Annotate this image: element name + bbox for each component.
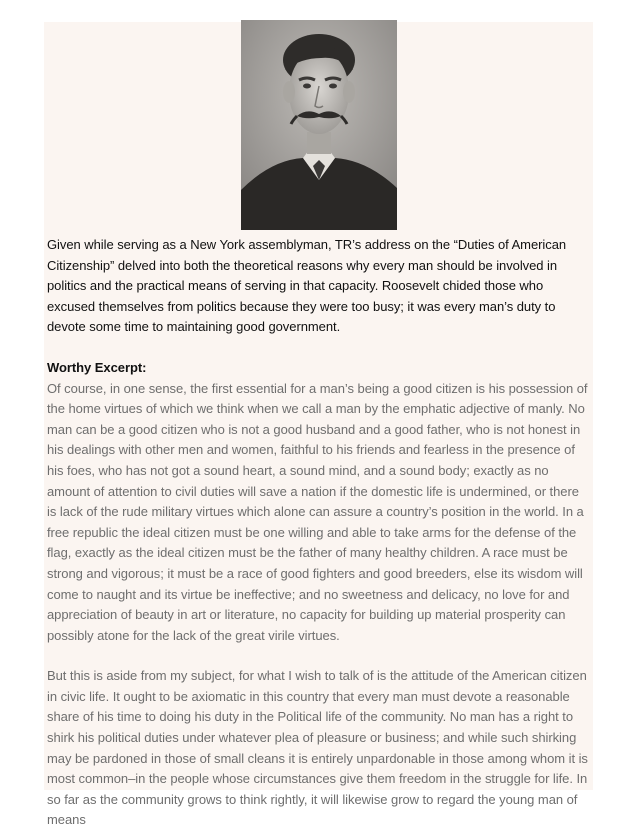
excerpt-heading: Worthy Excerpt: — [47, 359, 147, 375]
intro-paragraph — [47, 235, 589, 338]
excerpt-body — [47, 379, 589, 831]
excerpt-paragraph-2: But this is aside from my subject, for what I wish to talk of is the attitude of the American citizen in civic life. It ought to be axiomatic in this country that every man must devote a reasonable share of his time to doing his duty in the Political life of the community. No man has a right to shirk his political duties under whatever plea of pleasure or business; and while such shirking may be pardoned in those of small cleans it is entirely unpardonable in those among whom it is most common–in the people whose circumstances give them freedom in the struggle for life. In so far as the community grows to think rightly, it will likewise grow to regard the young man of means — [47, 668, 588, 828]
portrait-image — [241, 20, 397, 230]
intro-text: Given while serving as a New York assemblyman, TR’s address on the “Duties of American Citizenship” delved into both the theoretical reasons why every man should be involved in politics and the practical means of serving in that capacity. Roosevelt chided those who excused themselves from politics because they were too busy; it was every man’s duty to devote some time to maintaining good government. — [47, 237, 567, 335]
portrait-photo — [241, 20, 397, 230]
section-spacer — [47, 338, 589, 358]
article-text — [47, 235, 589, 831]
excerpt-paragraph-1: Of course, in one sense, the first essential for a man’s being a good citizen is his possession of the home virtues of which we think when we call a man by the emphatic adjective of manly. No man can be a good citizen who is not a good husband and a good father, who is not honest in his dealings with other men and women, faithful to his friends and fearless in the presence of his foes, who has not got a sound heart, a sound mind, and a sound body; exactly as no amount of attention to civil duties will save a nation if the domestic life is undermined, or there is lack of the rude military virtues which alone can assure a country’s position in the world. In a free republic the ideal citizen must be one willing and able to take arms for the defense of the flag, exactly as the ideal citizen must be the father of many healthy children. A race must be strong and vigorous; it must be a race of good fighters and good breeders, else its wisdom will come to naught and its virtue be ineffective; and no sweetness and delicacy, no love for and appreciation of beauty in art or literature, no capacity for building up material prosperity can possibly atone for the lack of the great virile virtues. — [47, 380, 588, 643]
paragraph-spacer — [47, 646, 589, 666]
